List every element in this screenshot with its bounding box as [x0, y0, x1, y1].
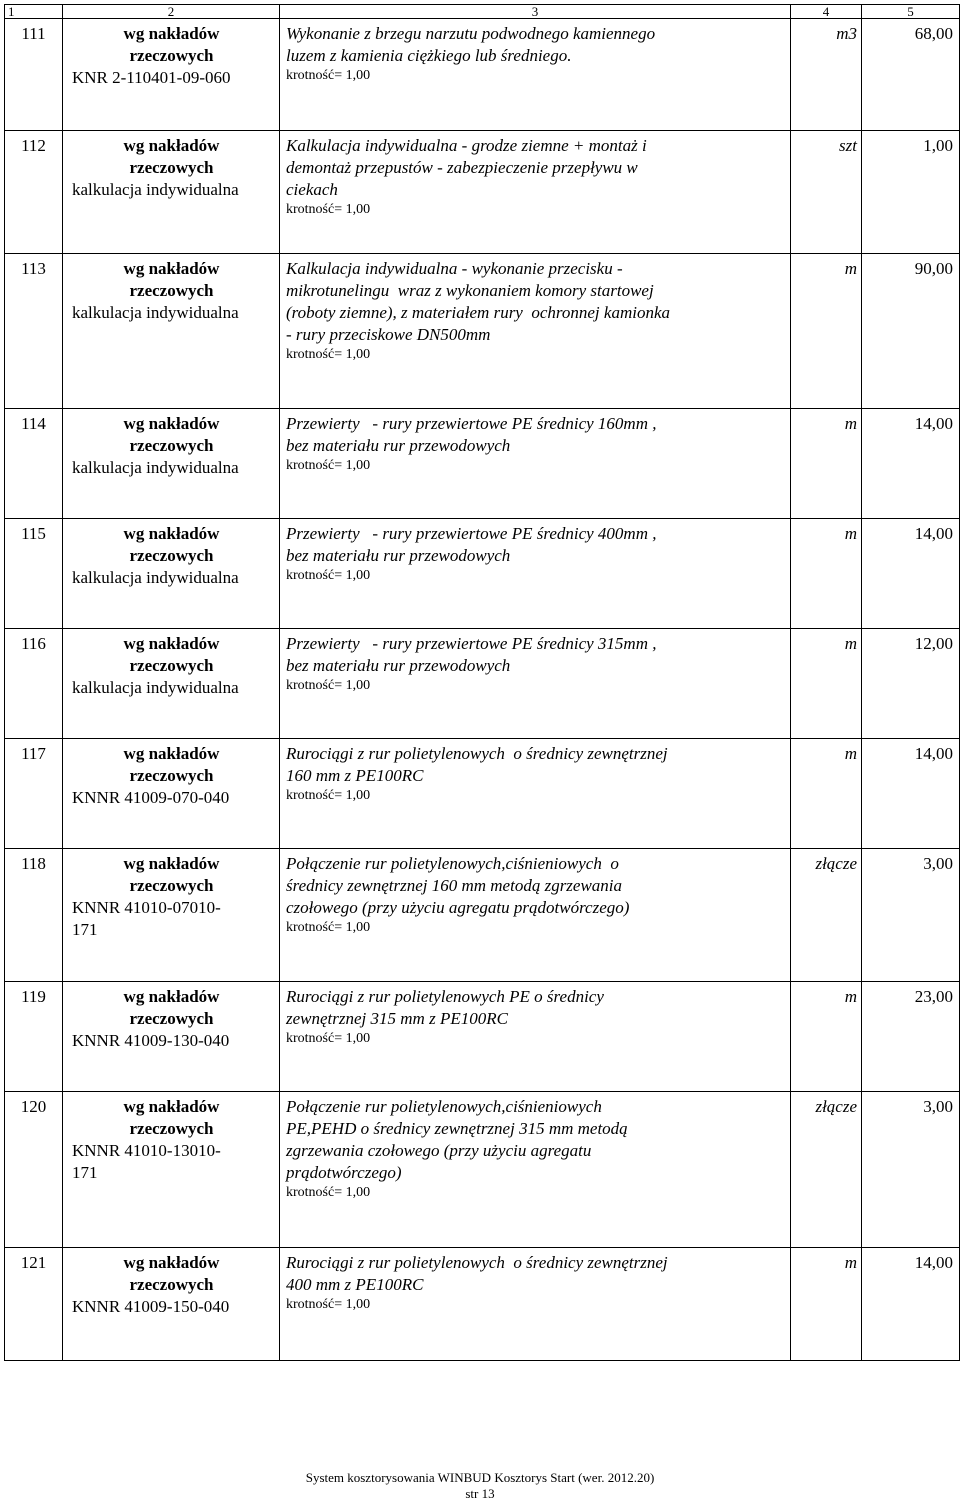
quantity: 14,00: [862, 1248, 960, 1361]
description-text: Połączenie rur polietylenowych,ciśnieniowych o średnicy zewnętrznej 160 mm metodą zgrzewania czołowego (przy użyciu agregatu prądotwórczego): [286, 854, 630, 917]
table-row: [5, 982, 960, 1092]
quantity: 68,00: [862, 19, 960, 131]
unit: złącze: [791, 1092, 862, 1248]
cost-basis: [63, 131, 280, 254]
description-text: Wykonanie z brzegu narzutu podwodnego kamiennego luzem z kamienia ciężkiego lub średniego.: [286, 24, 656, 65]
unit: m: [791, 739, 862, 849]
description-text: Przewierty - rury przewiertowe PE średnicy 315mm , bez materiału rur przewodowych: [286, 634, 657, 675]
cost-basis: [63, 739, 280, 849]
footer-page-number: str 13: [465, 1486, 495, 1501]
basis-label: rzeczowych: [129, 158, 214, 177]
basis-label: rzeczowych: [129, 1009, 214, 1028]
quantity: 90,00: [862, 254, 960, 409]
unit: złącze: [791, 849, 862, 982]
table-row: [5, 629, 960, 739]
table-row: [5, 739, 960, 849]
work-description: [280, 519, 791, 629]
unit: m: [791, 519, 862, 629]
work-description: [280, 739, 791, 849]
unit: m: [791, 254, 862, 409]
item-number: 113: [5, 254, 63, 409]
basis-label: wg nakładów: [123, 854, 220, 873]
multiplier-text: krotność= 1,00: [286, 458, 371, 473]
quantity: 3,00: [862, 849, 960, 982]
basis-label: rzeczowych: [129, 766, 214, 785]
basis-label: wg nakładów: [123, 1253, 220, 1272]
basis-label: wg nakładów: [123, 136, 220, 155]
work-description: [280, 1092, 791, 1248]
quantity: 14,00: [862, 409, 960, 519]
cost-estimate-table: [4, 4, 960, 1361]
unit: m: [791, 1248, 862, 1361]
unit: szt: [791, 131, 862, 254]
multiplier-text: krotność= 1,00: [286, 347, 371, 362]
table-row: [5, 409, 960, 519]
basis-label: wg nakładów: [123, 1097, 220, 1116]
description-text: Przewierty - rury przewiertowe PE średnicy 400mm , bez materiału rur przewodowych: [286, 524, 657, 565]
description-text: Rurociągi z rur polietylenowych o średnicy zewnętrznej 400 mm z PE100RC: [286, 1253, 668, 1294]
col-number-2: 2: [63, 5, 280, 19]
multiplier-text: krotność= 1,00: [286, 568, 371, 583]
col-number-3: 3: [280, 5, 791, 19]
multiplier-text: krotność= 1,00: [286, 678, 371, 693]
footer-system: System kosztorysowania WINBUD Kosztorys Start (wer. 2012.20): [305, 1470, 655, 1485]
basis-label: wg nakładów: [123, 634, 220, 653]
basis-label: rzeczowych: [129, 656, 214, 675]
unit: m: [791, 629, 862, 739]
table-row: [5, 1092, 960, 1248]
item-number: 117: [5, 739, 63, 849]
work-description: [280, 1248, 791, 1361]
cost-basis: [63, 1248, 280, 1361]
table-row: [5, 19, 960, 131]
work-description: [280, 131, 791, 254]
table-row: [5, 519, 960, 629]
cost-basis: [63, 409, 280, 519]
cost-basis: [63, 849, 280, 982]
unit: m: [791, 409, 862, 519]
cost-basis: [63, 982, 280, 1092]
basis-code: kalkulacja indywidualna: [72, 678, 239, 697]
basis-label: wg nakładów: [123, 259, 220, 278]
description-text: Połączenie rur polietylenowych,ciśnieniowych PE,PEHD o średnicy zewnętrznej 315 mm metodą zgrzewania czołowego (przy użyciu agregatu prądotwórczego): [286, 1097, 628, 1182]
col-number-4: 4: [791, 5, 862, 19]
item-number: 120: [5, 1092, 63, 1248]
quantity: 1,00: [862, 131, 960, 254]
basis-label: wg nakładów: [123, 987, 220, 1006]
col-number-5: 5: [862, 5, 960, 19]
basis-label: rzeczowych: [129, 1119, 214, 1138]
quantity: 12,00: [862, 629, 960, 739]
basis-label: wg nakładów: [123, 414, 220, 433]
description-text: Kalkulacja indywidualna - wykonanie przecisku - mikrotunelingu wraz z wykonaniem komory startowej (roboty ziemne), z materiałem rury ochronnej kamionka - rury przeciskowe DN500mm: [286, 259, 670, 344]
unit: m: [791, 982, 862, 1092]
basis-code: kalkulacja indywidualna: [72, 458, 239, 477]
basis-label: rzeczowych: [129, 46, 214, 65]
multiplier-text: krotność= 1,00: [286, 788, 371, 803]
basis-code: KNNR 41010-07010- 171: [72, 898, 221, 939]
basis-label: rzeczowych: [129, 1275, 214, 1294]
basis-label: rzeczowych: [129, 546, 214, 565]
table-row: [5, 131, 960, 254]
basis-label: wg nakładów: [123, 744, 220, 763]
table-row: [5, 254, 960, 409]
item-number: 111: [5, 19, 63, 131]
basis-label: rzeczowych: [129, 876, 214, 895]
basis-label: wg nakładów: [123, 24, 220, 43]
work-description: [280, 629, 791, 739]
basis-label: wg nakładów: [123, 524, 220, 543]
work-description: [280, 19, 791, 131]
item-number: 116: [5, 629, 63, 739]
multiplier-text: krotność= 1,00: [286, 1031, 371, 1046]
basis-code: kalkulacja indywidualna: [72, 303, 239, 322]
item-number: 114: [5, 409, 63, 519]
basis-label: rzeczowych: [129, 436, 214, 455]
basis-code: KNNR 41009-070-040: [72, 788, 230, 807]
description-text: Przewierty - rury przewiertowe PE średnicy 160mm , bez materiału rur przewodowych: [286, 414, 657, 455]
quantity: 23,00: [862, 982, 960, 1092]
description-text: Rurociągi z rur polietylenowych o średnicy zewnętrznej 160 mm z PE100RC: [286, 744, 668, 785]
description-text: Rurociągi z rur polietylenowych PE o średnicy zewnętrznej 315 mm z PE100RC: [286, 987, 604, 1028]
basis-code: KNNR 41010-13010- 171: [72, 1141, 221, 1182]
cost-basis: [63, 519, 280, 629]
quantity: 14,00: [862, 519, 960, 629]
basis-label: rzeczowych: [129, 281, 214, 300]
work-description: [280, 254, 791, 409]
col-number-1: 1: [5, 5, 63, 19]
cost-basis: [63, 629, 280, 739]
item-number: 121: [5, 1248, 63, 1361]
basis-code: KNNR 41009-150-040: [72, 1297, 230, 1316]
multiplier-text: krotność= 1,00: [286, 920, 371, 935]
multiplier-text: krotność= 1,00: [286, 1297, 371, 1312]
multiplier-text: krotność= 1,00: [286, 68, 371, 83]
description-text: Kalkulacja indywidualna - grodze ziemne + montaż i demontaż przepustów - zabezpieczenie przepływu w ciekach: [286, 136, 647, 199]
item-number: 118: [5, 849, 63, 982]
item-number: 119: [5, 982, 63, 1092]
cost-basis: [63, 1092, 280, 1248]
multiplier-text: krotność= 1,00: [286, 202, 371, 217]
basis-code: kalkulacja indywidualna: [72, 180, 239, 199]
work-description: [280, 409, 791, 519]
table-row: [5, 1248, 960, 1361]
unit: m3: [791, 19, 862, 131]
cost-basis: [63, 254, 280, 409]
cost-basis: [63, 19, 280, 131]
basis-code: kalkulacja indywidualna: [72, 568, 239, 587]
item-number: 112: [5, 131, 63, 254]
item-number: 115: [5, 519, 63, 629]
table-row: [5, 849, 960, 982]
multiplier-text: krotność= 1,00: [286, 1185, 371, 1200]
basis-code: KNR 2-110401-09-060: [72, 68, 231, 87]
quantity: 14,00: [862, 739, 960, 849]
quantity: 3,00: [862, 1092, 960, 1248]
column-number-header: [5, 5, 960, 19]
basis-code: KNNR 41009-130-040: [72, 1031, 230, 1050]
work-description: [280, 982, 791, 1092]
work-description: [280, 849, 791, 982]
